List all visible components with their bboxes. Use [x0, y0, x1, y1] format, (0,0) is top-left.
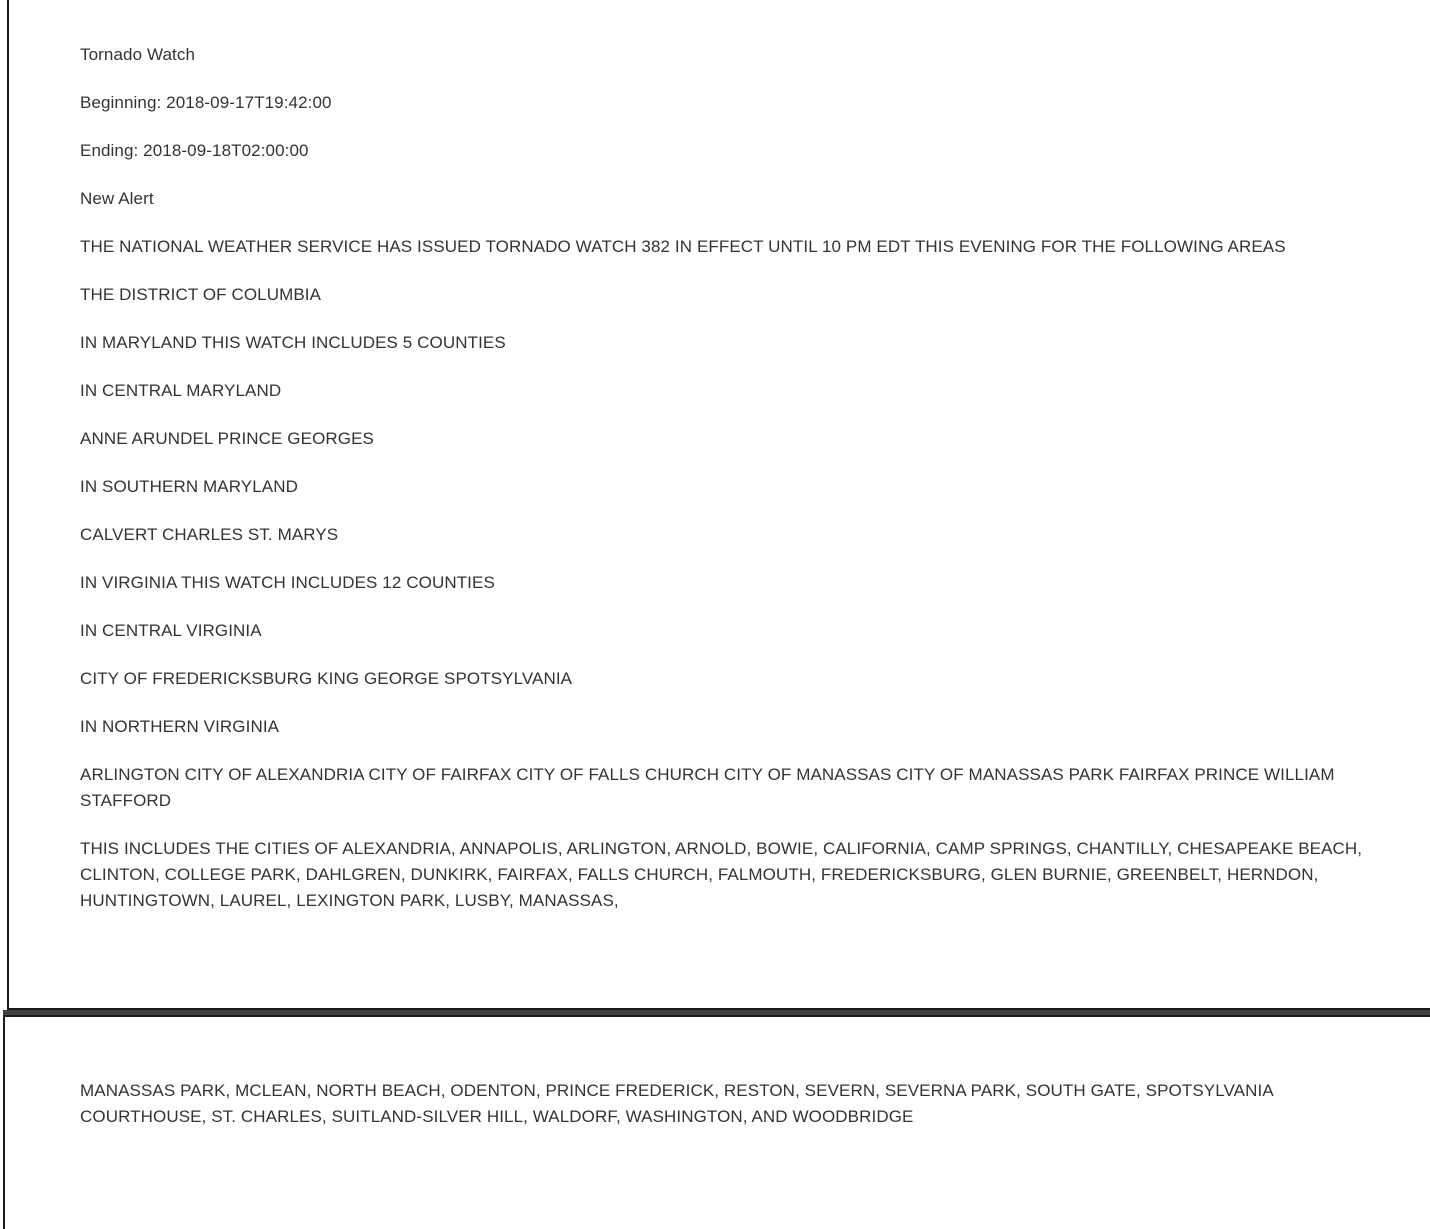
alert-status: New Alert	[80, 189, 154, 208]
alert-area-line: CITY OF FREDERICKSBURG KING GEORGE SPOTSYLVANIA	[80, 669, 573, 688]
alert-area-line: IN MARYLAND THIS WATCH INCLUDES 5 COUNTIES	[80, 333, 506, 352]
alert-headline: THE NATIONAL WEATHER SERVICE HAS ISSUED TORNADO WATCH 382 IN EFFECT UNTIL 10 PM EDT THIS EVENING FOR THE FOLLOWING AREAS	[80, 237, 1286, 256]
alert-cities-list-continued: MANASSAS PARK, MCLEAN, NORTH BEACH, ODENTON, PRINCE FREDERICK, RESTON, SEVERN, SEVERNA PARK, SOUTH GATE, SPOTSYLVANIA COURTHOUSE, ST. CHARLES, SUITLAND-SILVER HILL, WALDORF, WASHINGTON, AND WOODBRIDGE	[80, 1081, 1273, 1126]
alert-title: Tornado Watch	[80, 45, 196, 64]
alert-ending-time: Ending: 2018-09-18T02:00:00	[80, 141, 309, 160]
alert-area-line: THE DISTRICT OF COLUMBIA	[80, 285, 322, 304]
alert-area-line: CALVERT CHARLES ST. MARYS	[80, 525, 339, 544]
alert-cities-list: THIS INCLUDES THE CITIES OF ALEXANDRIA, ANNAPOLIS, ARLINGTON, ARNOLD, BOWIE, CALIFORNIA, CAMP SPRINGS, CHANTILLY, CHESAPEAKE BEACH, CLINTON, COLLEGE PARK, DAHLGREN, DUNKIRK, FAIRFAX, FALLS CHURCH, FALMOUTH, FREDERICKSBURG, GLEN BURNIE, GREENBELT, HERNDON, HUNTINGTOWN, LAUREL, LEXINGTON PARK, LUSBY, MANASSAS,	[80, 839, 1363, 910]
alert-area-line: IN CENTRAL VIRGINIA	[80, 621, 262, 640]
alert-area-line: IN VIRGINIA THIS WATCH INCLUDES 12 COUNTIES	[80, 573, 495, 592]
alert-beginning-time: Beginning: 2018-09-17T19:42:00	[80, 93, 332, 112]
alert-panel-top	[7, 0, 1430, 1010]
alert-area-line: ARLINGTON CITY OF ALEXANDRIA CITY OF FAIRFAX CITY OF FALLS CHURCH CITY OF MANASSAS CITY OF MANASSAS PARK FAIRFAX PRINCE WILLIAM STAFFORD	[80, 765, 1335, 810]
alert-panel-bottom	[3, 1015, 1430, 1229]
alert-area-line: IN CENTRAL MARYLAND	[80, 381, 282, 400]
alert-area-line: IN SOUTHERN MARYLAND	[80, 477, 298, 496]
alert-area-line: IN NORTHERN VIRGINIA	[80, 717, 280, 736]
alert-area-line: ANNE ARUNDEL PRINCE GEORGES	[80, 429, 374, 448]
